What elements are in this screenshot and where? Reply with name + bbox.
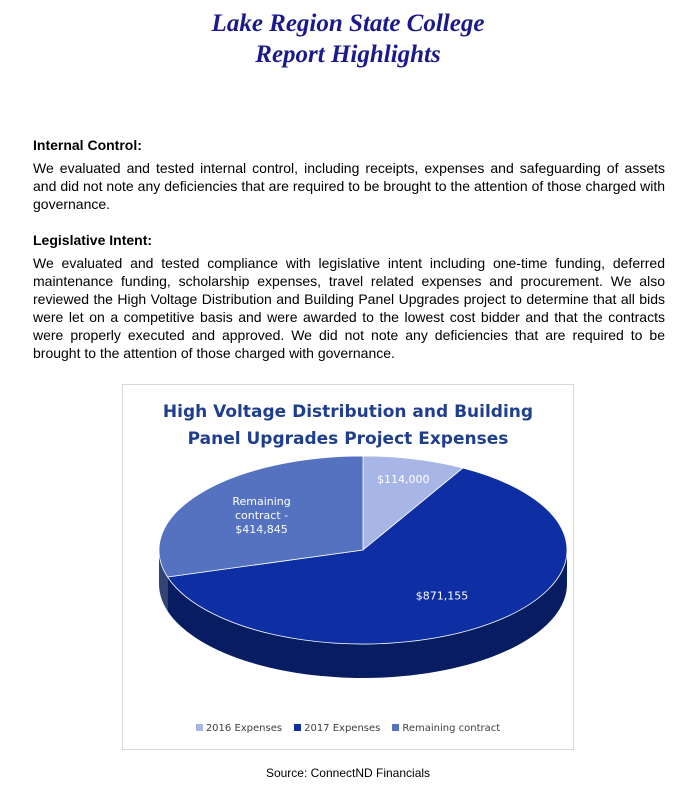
title-line-1: Lake Region State College [211, 10, 485, 37]
pie-data-label-2: $871,155 [415, 589, 469, 603]
legislative-intent-heading: Legislative Intent: [33, 232, 153, 248]
legend-swatch-3 [392, 724, 399, 731]
legend-swatch-1 [196, 724, 203, 731]
legend-item-1 [196, 723, 282, 734]
pie-data-label-1: $114,000 [377, 473, 430, 487]
legend-item-3 [392, 723, 500, 734]
internal-control-paragraph: We evaluated and tested internal control, including receipts, expenses and safeguarding of assets and did not note any deficiencies that are required to be brought to the attention of those charged with governance. [33, 160, 665, 212]
legend-item-2 [294, 723, 380, 734]
report-title [0, 8, 696, 70]
source-note: Source: ConnectND Financials [265, 766, 431, 780]
legend-swatch-2 [294, 724, 301, 731]
legend-label-1: 2016 Expenses [205, 723, 283, 734]
legend-label-2: 2017 Expenses [304, 723, 381, 734]
pie-chart-svg [123, 385, 573, 715]
pie-chart [122, 384, 574, 750]
legislative-intent-paragraph: We evaluated and tested compliance with legislative intent including one-time funding, deferred maintenance funding, scholarship expenses, travel related expenses and procurement. We also reviewed the High Voltage Distribution and Building Panel Upgrades project to determine that all bids were let on a competitive basis and were awarded to the lowest cost bidder and that the contracts were properly executed and approved. We did not note any deficiencies that are required to be brought to the attention of those charged with governance. [33, 255, 665, 361]
chart-title-line-1: High Voltage Distribution and Building [162, 402, 534, 422]
legend-label-3: Remaining contract [402, 723, 501, 734]
chart-legend [123, 723, 573, 734]
pie-data-label-3: Remaining contract -$414,845 [232, 495, 291, 537]
chart-title-line-2: Panel Upgrades Project Expenses [187, 429, 509, 449]
title-line-2: Report Highlights [255, 41, 441, 68]
internal-control-heading: Internal Control: [33, 137, 142, 153]
